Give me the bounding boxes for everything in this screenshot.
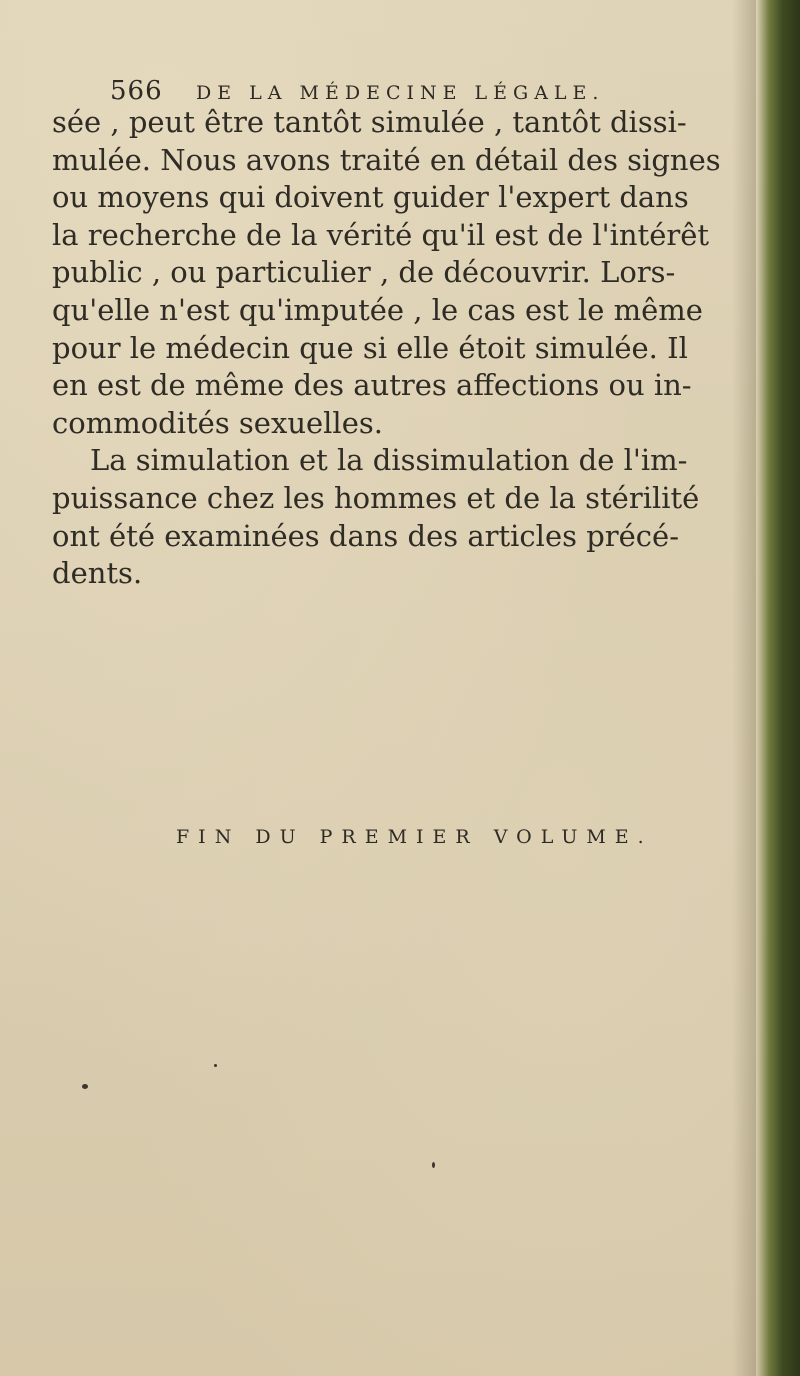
ink-speck (432, 1162, 435, 1168)
text-line: commodités sexuelles. (52, 405, 383, 440)
text-line: qu'elle n'est qu'imputée , le cas est le même (52, 292, 703, 327)
text-line: public , ou particulier , de découvrir. Lors- (52, 255, 676, 290)
ink-speck (214, 1064, 217, 1067)
page-edge-shadow (732, 0, 756, 1376)
page-number: 566 (110, 76, 163, 106)
text-line: dents. (52, 556, 143, 591)
text-line: pour le médecin que si elle étoit simulée. Il (52, 330, 688, 365)
text-line: en est de même des autres affections ou in- (52, 368, 692, 403)
text-line: ou moyens qui doivent guider l'expert dans (52, 180, 689, 215)
text-line: puissance chez les hommes et de la stérilité (52, 480, 700, 515)
text-line: sée , peut être tantôt simulée , tantôt dissi- (52, 105, 687, 139)
page-edge (756, 0, 800, 1376)
ink-speck (82, 1084, 88, 1089)
body-text (52, 104, 732, 593)
running-head: DE LA MÉDECINE LÉGALE. (196, 82, 605, 104)
text-line: mulée. Nous avons traité en détail des signes (52, 142, 721, 177)
text-line: ont été examinées dans des articles précé- (52, 518, 679, 553)
text-line: La simulation et la dissimulation de l'im- (90, 443, 688, 478)
text-line: la recherche de la vérité qu'il est de l'intérêt (52, 217, 710, 252)
closing-line: FIN DU PREMIER VOLUME. (176, 826, 653, 848)
